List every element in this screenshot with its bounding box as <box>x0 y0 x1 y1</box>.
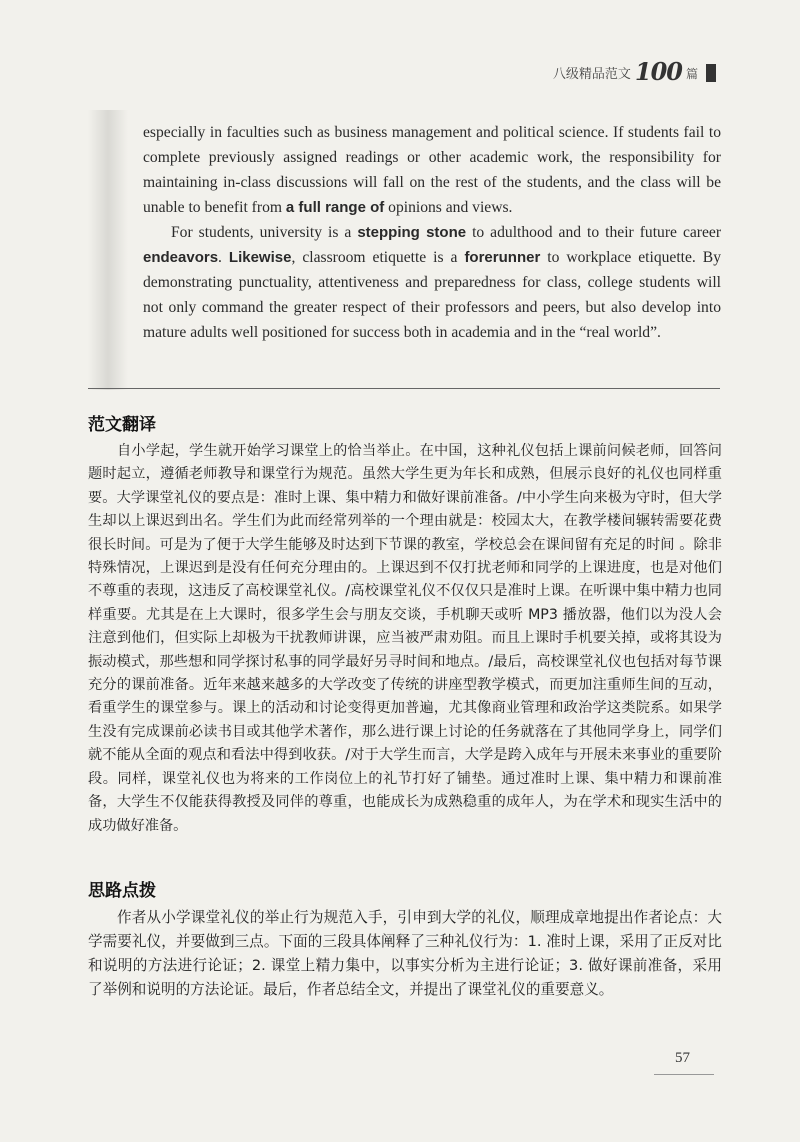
essay-text: to adulthood and to their future career <box>466 224 722 241</box>
highlight-phrase: a full range of <box>285 199 385 216</box>
translation-text: 自小学起，学生就开始学习课堂上的恰当举止。在中国，这种礼仪包括上课前问候老师，回答问题时起立，遵循老师教导和课堂行为规范。虽然大学生更为年长和成熟，但展示良好的礼仪也同样重要。大学课堂礼仪的要点是：准时上课、集中精力和做好课前准备。/中小学生向来极为守时，但大学生却以上课迟到出名。学生们为此而经常列举的一个理由就是：校园太大，在教学楼间辗转需要花费很长时间。可是为了便于大学生能够及时达到下节课的教室，学校总会在课间留有充足的时间 。除非特殊情况，上课迟到是没有任何充分理由的。上课迟到不仅打扰老师和同学的上课进度，也是对他们不尊重的表现，这违反了高校课堂礼仪。/高校课堂礼仪不仅仅只是准时上课。在听课中集中精力也同样重要。尤其是在上大课时，很多学生会与朋友交谈，手机聊天或听 MP3 播放器，他们以为没人会注意到他们，但实际上却极为干扰教师讲课，应当被严肃劝阻。而且上课时手机要关掉，或将其设为振动模式，那些想和同学探讨私事的同学最好另寻时间和地点。/最后，高校课堂礼仪也包括对每节课充分的课前准备。近年来越来越多的大学改变了传统的讲座型教学模式，而更加注重师生间的互动，看重学生的课堂参与。课上的活动和讨论变得更加普遍，尤其像商业管理和政治学这类院系。如果学生没有完成课前必读书目或其他学术著作，那么进行课上讨论的任务就落在了其他同学身上，同学们就不能从全面的观点和看法中得到收获。/对于大学生而言，大学是跨入成年与开展未来事业的重要阶段。同样，课堂礼仪也为将来的工作岗位上的礼节打好了铺垫。通过准时上课、集中精力和课前准备，大学生不仅能获得教授及同伴的尊重，也能成长为成熟稳重的成年人，为在学术和现实生活中的成功做好准备。 <box>88 443 722 834</box>
running-header <box>552 57 716 86</box>
page-number: 57 <box>675 1050 690 1066</box>
highlight-phrase: endeavors <box>143 249 219 266</box>
essay-text: . <box>218 249 229 266</box>
essay-paragraph <box>143 120 721 220</box>
highlight-phrase: stepping stone <box>357 224 467 241</box>
book-suffix: 篇 <box>685 67 698 81</box>
scan-shadow <box>88 110 128 390</box>
english-essay <box>143 120 721 345</box>
section-divider <box>88 388 720 389</box>
highlight-phrase: Likewise <box>228 249 292 266</box>
essay-text: to workplace etiquette. By demonstrating punctuality, attentiveness and preparedness for class, college students will not only command the greater respect of their professors and peers, but also develop into mature adults well positioned for success both in academia and in the “real world”. <box>143 249 721 341</box>
essay-text: For students, university is a <box>171 224 358 241</box>
essay-text: especially in faculties such as business management and political science. If students fail to complete previously assigned readings or other academic work, the responsibility for maintaining in-class discussions will fall on the rest of the students, and the class will be unable to benefit from <box>143 124 721 216</box>
book-title: 八级精品范文 <box>552 67 631 82</box>
book-number: 100 <box>634 57 682 86</box>
header-block-mark <box>706 64 716 82</box>
translation-heading: 范文翻译 <box>88 415 156 435</box>
page-number-underline <box>654 1074 714 1075</box>
analysis-text: 作者从小学课堂礼仪的举止行为规范入手，引申到大学的礼仪，顺理成章地提出作者论点：大学需要礼仪，并要做到三点。下面的三段具体阐释了三种礼仪行为：1. 准时上课，采用了正反对比和说明的方法进行论证；2. 课堂上精力集中，以事实分析为主进行论证；3. 做好课前准备，采用了举例和说明的方法论证。最后，作者总结全文，并提出了课堂礼仪的重要意义。 <box>88 909 722 998</box>
essay-paragraph <box>143 220 721 345</box>
highlight-phrase: forerunner <box>464 249 541 266</box>
analysis-heading: 思路点拨 <box>88 881 156 901</box>
essay-text: opinions and views. <box>384 199 513 216</box>
essay-text: , classroom etiquette is a <box>291 249 465 266</box>
